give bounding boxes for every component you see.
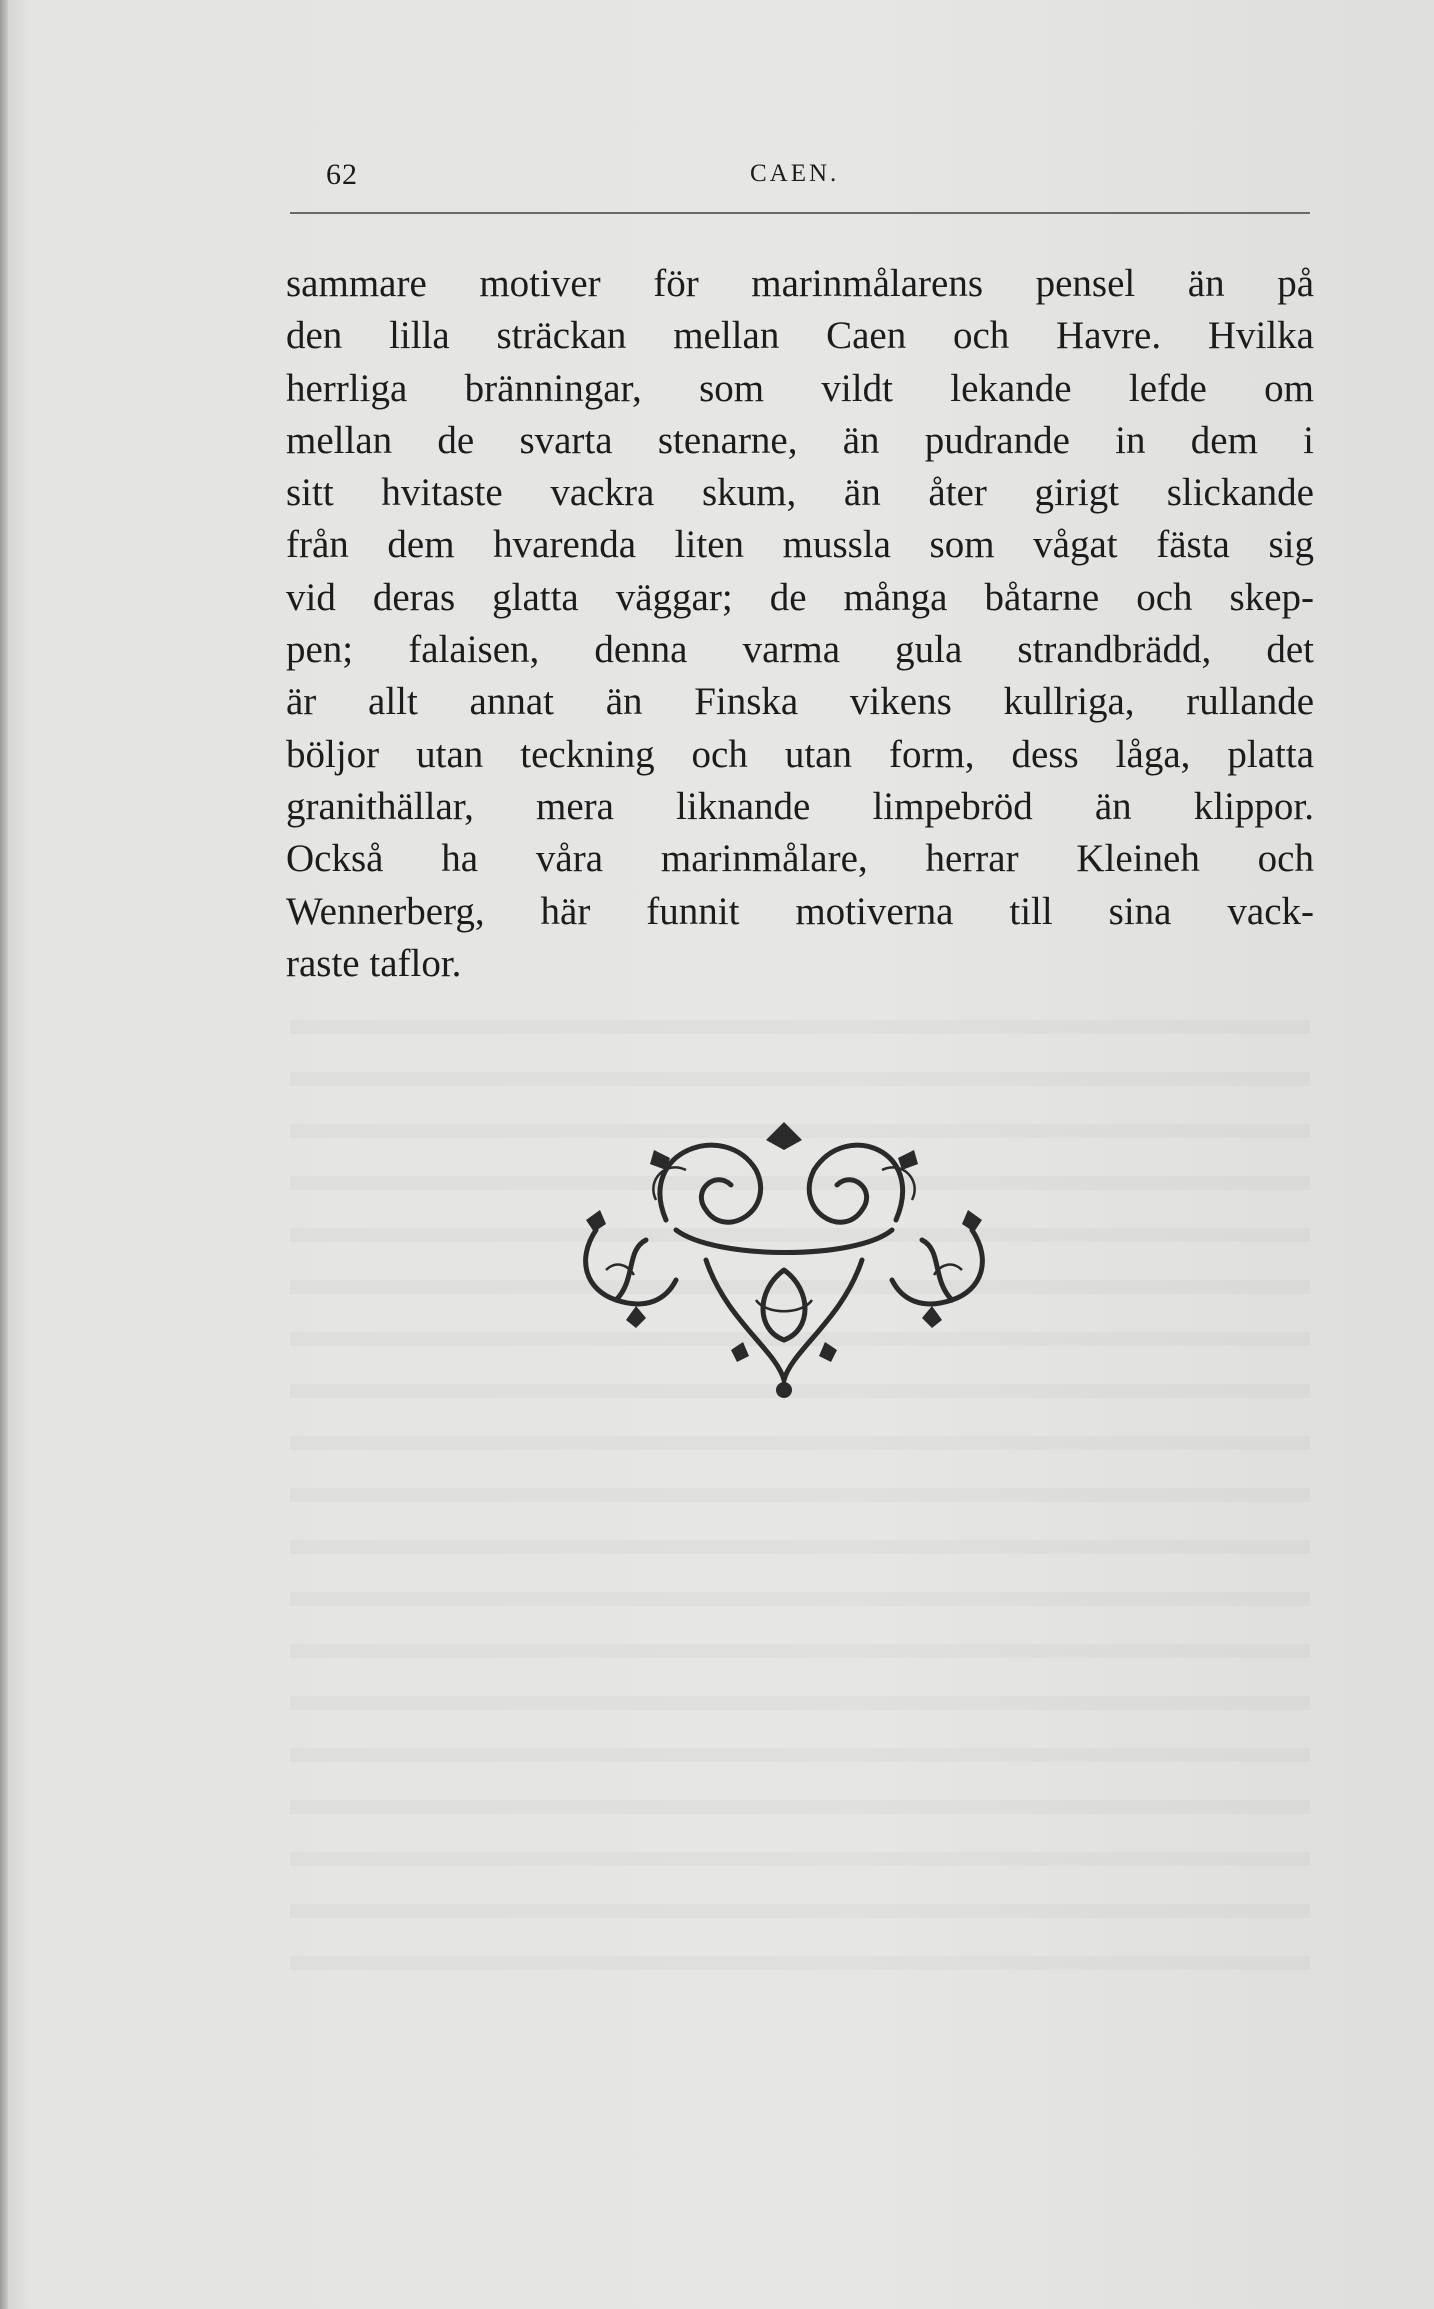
text-line: Också ha våra marinmålare, herrar Kleineh och [286, 837, 1314, 881]
text-line: är allt annat än Finska vikens kullriga, rullande [286, 680, 1314, 724]
text-line: pen; falaisen, denna varma gula strandbrädd, det [286, 628, 1314, 672]
running-head: CAEN. [750, 160, 840, 187]
text-line: böljor utan teckning och utan form, dess låga, platta [286, 732, 1314, 776]
text-line: sitt hvitaste vackra skum, än åter girigt slickande [286, 471, 1314, 515]
text-line: från dem hvarenda liten mussla som vågat fästa sig [286, 523, 1314, 567]
text-line: herrliga bränningar, som vildt lekande lefde om [286, 366, 1314, 410]
tailpiece-ornament-icon [556, 1110, 1012, 1410]
text-line: granithällar, mera liknande limpebröd än klippor. [286, 784, 1314, 828]
text-line: mellan de svarta stenarne, än pudrande in dem i [286, 418, 1314, 462]
header-rule [290, 212, 1310, 214]
page-number: 62 [326, 158, 358, 191]
text-line: raste taflor. [286, 941, 462, 985]
text-line: sammare motiver för marinmålarens pensel än på [286, 262, 1314, 305]
page-gutter-shadow [0, 0, 8, 2309]
page-header [290, 150, 1310, 210]
text-line: Wennerberg, här funnit motiverna till sina vack- [286, 889, 1314, 933]
text-line: vid deras glatta väggar; de många båtarne och skep- [286, 575, 1314, 619]
text-line: den lilla sträckan mellan Caen och Havre. Hvilka [286, 314, 1314, 358]
body-paragraph [286, 258, 1314, 990]
